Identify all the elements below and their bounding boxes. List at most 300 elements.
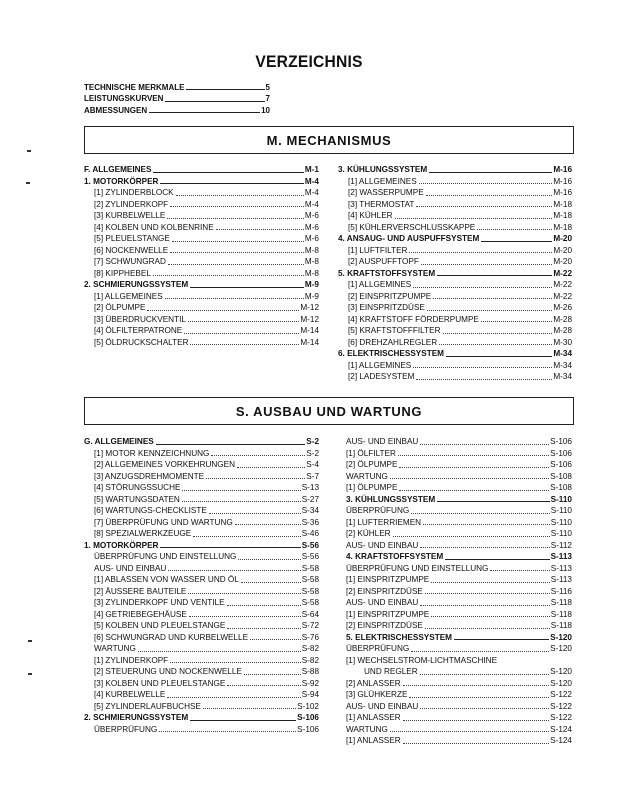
entry-page: S-72 <box>301 621 319 630</box>
leader-line <box>147 310 299 311</box>
leader-line <box>445 559 549 560</box>
entry-label: 6. ELEKTRISCHESSYSTEM <box>338 349 445 358</box>
entry-label: [2] WASSERPUMPE <box>348 188 424 197</box>
toc-entry[interactable] <box>84 105 270 116</box>
entry-page: M-30 <box>553 337 572 347</box>
leader-line <box>403 685 550 686</box>
toc-entry[interactable] <box>84 459 319 471</box>
leader-line <box>416 379 552 380</box>
toc-entry[interactable] <box>84 505 319 517</box>
entry-label: [1] WECHSELSTROM-LICHTMASCHINE <box>346 655 498 665</box>
entry-label: [4] KOLBEN UND KOLBENRINE <box>94 222 214 232</box>
entry-page: S-120 <box>550 667 572 676</box>
toc-entry[interactable] <box>84 528 319 540</box>
leader-line <box>250 639 301 640</box>
entry-label: [5] KÜHLERVERSCHLUSSKAPPE <box>348 222 476 232</box>
leader-line <box>427 310 552 311</box>
toc-entry[interactable] <box>84 187 319 199</box>
toc-entry[interactable] <box>84 655 319 667</box>
leader-line <box>411 513 550 514</box>
toc-entry[interactable] <box>346 632 572 644</box>
toc-entry[interactable] <box>84 620 319 632</box>
leader-line <box>167 697 300 698</box>
leader-line <box>420 708 549 709</box>
entry-page: M-14 <box>300 326 319 335</box>
toc-entry[interactable] <box>84 448 319 460</box>
leader-line <box>237 467 305 468</box>
entry-page: S-106 <box>550 437 572 446</box>
leader-line <box>176 195 304 196</box>
toc-entry[interactable] <box>84 291 319 303</box>
toc-entry[interactable] <box>346 586 572 598</box>
entry-page: M-6 <box>304 211 319 220</box>
entry-label: [1] ALLGEMEINES <box>94 291 163 301</box>
entry-label: [1] ABLASSEN VON WASSER UND ÖL <box>94 575 239 584</box>
toc-entry[interactable] <box>84 482 319 494</box>
entry-page: S-110 <box>550 529 572 538</box>
entry-page: M-28 <box>553 314 572 324</box>
toc-entry[interactable] <box>338 222 572 234</box>
entry-page: S-46 <box>301 529 319 538</box>
toc-entry[interactable] <box>338 256 572 268</box>
leader-line <box>403 743 550 744</box>
toc-entry[interactable] <box>84 712 319 724</box>
toc-entry[interactable] <box>346 528 572 540</box>
entry-label: G. ALLGEMEINES <box>84 437 154 446</box>
entry-page: S-108 <box>550 483 572 492</box>
entry-label: TECHNISCHE MERKMALE <box>84 83 185 92</box>
toc-entry[interactable] <box>84 643 319 655</box>
scan-mark <box>27 150 31 152</box>
toc-entry[interactable] <box>84 325 319 337</box>
entry-label: 1. MOTORKÖRPER <box>84 540 159 550</box>
section-s-right-column <box>346 436 572 747</box>
toc-entry[interactable] <box>338 314 572 326</box>
entry-page: M-12 <box>300 314 319 324</box>
toc-entry[interactable] <box>84 724 319 736</box>
entry-label: [4] KÜHLER <box>348 211 393 220</box>
toc-entry[interactable] <box>84 210 319 222</box>
toc-entry[interactable] <box>346 620 572 632</box>
entry-page: S-118 <box>550 598 572 607</box>
toc-entry[interactable] <box>84 268 319 280</box>
entry-label: [2] STEUERUNG UND NOCKENWELLE <box>94 667 242 676</box>
toc-entry[interactable] <box>338 268 572 280</box>
entry-label: ÜBERPRÜFUNG <box>346 506 410 515</box>
entry-label: ÜBERPRÜFUNG UND EINSTELLUNG <box>94 552 237 561</box>
toc-entry[interactable] <box>84 93 270 104</box>
entry-page: M-12 <box>300 303 319 312</box>
leader-line <box>184 333 299 334</box>
toc-entry[interactable] <box>84 199 319 211</box>
leader-line <box>167 218 304 219</box>
leader-line <box>420 605 549 606</box>
entry-page: S-113 <box>550 552 572 561</box>
toc-entry[interactable] <box>346 436 572 448</box>
leader-line <box>409 252 552 253</box>
entry-page: S-13 <box>301 483 319 492</box>
toc-entry[interactable] <box>84 314 319 326</box>
leader-line <box>477 229 552 230</box>
entry-label: WARTUNG <box>346 724 388 734</box>
entry-page: M-9 <box>304 291 319 301</box>
leader-line <box>156 444 306 445</box>
leader-line <box>203 708 296 709</box>
entry-page: M-34 <box>553 372 572 381</box>
toc-entry[interactable] <box>346 459 572 471</box>
leader-line <box>153 275 304 276</box>
scan-mark <box>28 640 32 642</box>
leader-line <box>182 501 301 502</box>
entry-label: [2] ZYLINDERKOPF <box>94 199 169 209</box>
section-m-right-column <box>338 164 572 383</box>
entry-page: S-106 <box>297 713 319 722</box>
entry-page: M-1 <box>304 165 319 174</box>
leader-line <box>238 559 300 560</box>
leader-line <box>153 172 303 173</box>
leader-line <box>419 183 553 184</box>
leader-line <box>416 206 552 207</box>
leader-line <box>413 287 552 288</box>
toc-entry[interactable] <box>84 540 319 552</box>
leader-line <box>409 697 549 698</box>
entry-label: [5] ÖLDRUCKSCHALTER <box>94 337 189 347</box>
leader-line <box>390 478 549 479</box>
toc-entry[interactable] <box>338 187 572 199</box>
entry-page: S-120 <box>550 632 572 642</box>
entry-page: M-18 <box>553 199 572 209</box>
entry-page: S-2 <box>306 437 319 446</box>
toc-entry[interactable] <box>84 176 319 188</box>
leader-line <box>188 321 299 322</box>
entry-label: [3] KOLBEN UND PLEUELSTANGE <box>94 678 226 688</box>
leader-line <box>168 570 300 571</box>
toc-entry[interactable] <box>338 360 572 372</box>
entry-page: S-58 <box>301 598 319 607</box>
entry-page: 10 <box>261 105 270 115</box>
entry-page: S-116 <box>550 586 572 596</box>
leader-line <box>211 455 305 456</box>
leader-line <box>186 89 264 90</box>
toc-entry[interactable] <box>84 597 319 609</box>
entry-label: [1] ÖLFILTER <box>346 448 396 458</box>
entry-label: [1] LUFTERRIEMEN <box>346 517 422 527</box>
entry-page: S-122 <box>550 701 572 711</box>
entry-label: [3] THERMOSTAT <box>348 199 415 209</box>
entry-page: S-106 <box>297 724 319 734</box>
leader-line <box>481 241 552 242</box>
leader-line <box>190 287 304 288</box>
leader-line <box>420 547 549 548</box>
toc-entry[interactable] <box>346 655 572 667</box>
toc-entry[interactable] <box>84 563 319 575</box>
toc-entry[interactable] <box>338 245 572 257</box>
entry-page: S-58 <box>301 586 319 596</box>
entry-label: [2] ÖLPUMPE <box>346 460 398 469</box>
entry-label: AUS- UND EINBAU <box>346 540 419 550</box>
entry-label: [2] EINSPRITZDÜSE <box>346 621 423 630</box>
entry-page: S-58 <box>301 563 319 573</box>
entry-page: S-4 <box>306 460 319 469</box>
entry-page: S-120 <box>550 644 572 653</box>
entry-page: M-9 <box>304 280 319 289</box>
toc-entry[interactable] <box>346 574 572 586</box>
entry-label: [8] KIPPHEBEL <box>94 268 151 278</box>
entry-label: 3. KÜHLUNGSSYSTEM <box>346 494 436 504</box>
entry-label: AUS- UND EINBAU <box>346 701 419 711</box>
toc-entry[interactable] <box>84 245 319 257</box>
entry-label: [6] NOCKENWELLE <box>94 245 169 255</box>
toc-entry[interactable] <box>84 678 319 690</box>
entry-page: M-4 <box>304 188 319 197</box>
entry-label: WARTUNG <box>94 644 136 653</box>
toc-entry[interactable] <box>84 471 319 483</box>
toc-entry[interactable] <box>84 632 319 644</box>
entry-label: [3] KURBELWELLE <box>94 211 166 220</box>
entry-label: 2. SCHMIERUNGSSYSTEM <box>84 713 189 722</box>
entry-label: [2] ÖLPUMPE <box>94 303 146 312</box>
leader-line <box>244 674 301 675</box>
toc-entry[interactable] <box>338 210 572 222</box>
entry-page: S-102 <box>297 701 319 711</box>
toc-entry[interactable] <box>346 448 572 460</box>
section-s-left-column <box>84 436 319 735</box>
toc-entry[interactable] <box>84 436 319 448</box>
toc-entry[interactable] <box>84 609 319 621</box>
section-m-heading: M. MECHANISMUS <box>84 126 574 154</box>
entry-page: S-94 <box>301 690 319 699</box>
entry-label: [1] ANLASSER <box>346 736 401 745</box>
entry-label: [7] ÜBERPRÜFUNG UND WARTUNG <box>94 517 233 527</box>
toc-entry[interactable] <box>346 551 572 563</box>
toc-entry[interactable] <box>84 279 319 291</box>
toc-entry[interactable] <box>338 291 572 303</box>
leader-line <box>168 264 304 265</box>
leader-line <box>433 298 552 299</box>
toc-entry[interactable] <box>338 233 572 245</box>
entry-page: S-82 <box>301 644 319 653</box>
entry-page: S-110 <box>550 494 572 504</box>
toc-entry[interactable] <box>338 164 572 176</box>
toc-entry[interactable] <box>84 666 319 678</box>
entry-page: S-106 <box>550 460 572 469</box>
entry-label: [5] ZYLINDERLAUFBUCHSE <box>94 701 201 711</box>
entry-page: S-27 <box>301 494 319 504</box>
leader-line <box>413 367 552 368</box>
toc-entry[interactable] <box>84 494 319 506</box>
toc-entry[interactable] <box>84 517 319 529</box>
toc-entry[interactable] <box>84 689 319 701</box>
entry-label: [1] ALLGEMEINES <box>348 176 417 186</box>
leader-line <box>425 593 550 594</box>
toc-entry[interactable] <box>346 712 572 724</box>
entry-page: M-18 <box>553 222 572 232</box>
entry-label: ABMESSUNGEN <box>84 105 148 115</box>
entry-label: [4] ÖLFILTERPATRONE <box>94 326 183 335</box>
leader-line <box>399 467 549 468</box>
entry-page: S-7 <box>306 471 319 481</box>
entry-label: 3. KÜHLUNGSSYSTEM <box>338 165 428 174</box>
toc-entry[interactable] <box>346 609 572 621</box>
entry-label: [1] ZYLINDERKOPF <box>94 655 169 665</box>
leader-line <box>160 547 300 548</box>
leader-line <box>227 685 300 686</box>
entry-page: S-34 <box>301 506 319 515</box>
toc-entry[interactable] <box>346 597 572 609</box>
toc-entry[interactable] <box>338 325 572 337</box>
leader-line <box>188 593 300 594</box>
entry-page: M-8 <box>304 245 319 255</box>
entry-label: AUS- UND EINBAU <box>346 437 419 446</box>
toc-entry[interactable] <box>338 176 572 188</box>
entry-label: 5. ELEKTRISCHESSYSTEM <box>346 632 453 642</box>
entry-label: [7] SCHWUNGRAD <box>94 257 166 266</box>
leader-line <box>227 628 300 629</box>
entry-label: [5] KOLBEN UND PLEUELSTANGE <box>94 621 226 630</box>
toc-entry[interactable] <box>346 482 572 494</box>
scan-mark <box>28 673 32 675</box>
toc-entry[interactable] <box>84 302 319 314</box>
leader-line <box>420 674 549 675</box>
entry-page: M-14 <box>300 337 319 347</box>
entry-page: M-4 <box>304 176 319 186</box>
entry-label: [1] ANLASSER <box>346 713 401 722</box>
leader-line <box>425 628 550 629</box>
toc-entry[interactable] <box>84 233 319 245</box>
entry-page: S-118 <box>550 621 572 630</box>
entry-page: S-106 <box>550 448 572 458</box>
leader-line <box>411 651 549 652</box>
toc-entry[interactable] <box>84 82 270 93</box>
entry-page: 7 <box>265 94 270 104</box>
entry-label: AUS- UND EINBAU <box>94 563 167 573</box>
entry-page: S-76 <box>301 632 319 642</box>
leader-line <box>189 616 301 617</box>
toc-entry[interactable] <box>84 222 319 234</box>
entry-label: [1] ALLGEMINES <box>348 360 412 370</box>
entry-page: S-124 <box>550 724 572 734</box>
entry-label: 4. ANSAUG- UND AUSPUFFSYSTEM <box>338 234 480 243</box>
entry-label: UND REGLER <box>364 667 418 676</box>
leader-line <box>149 112 260 113</box>
leader-line <box>216 229 304 230</box>
toc-entry[interactable] <box>338 199 572 211</box>
entry-page: 5 <box>265 83 270 92</box>
toc-entry[interactable] <box>346 540 572 552</box>
leader-line <box>172 241 304 242</box>
toc-entry[interactable] <box>346 666 572 678</box>
toc-entry[interactable] <box>84 574 319 586</box>
entry-page: M-8 <box>304 268 319 278</box>
toc-entry[interactable] <box>346 494 572 506</box>
entry-page: S-122 <box>550 690 572 699</box>
entry-label: 1. MOTORKÖRPER <box>84 176 159 186</box>
toc-entry[interactable] <box>84 164 319 176</box>
entry-page: M-16 <box>553 188 572 197</box>
toc-entry[interactable] <box>84 551 319 563</box>
entry-page: S-113 <box>550 563 572 573</box>
toc-entry[interactable] <box>346 517 572 529</box>
entry-page: M-16 <box>553 176 572 186</box>
entry-page: S-58 <box>301 575 319 584</box>
toc-entry[interactable] <box>346 563 572 575</box>
toc-entry[interactable] <box>346 689 572 701</box>
leader-line <box>439 344 552 345</box>
toc-entry[interactable] <box>338 302 572 314</box>
entry-label: 5. KRAFTSTOFFSYSTEM <box>338 268 436 278</box>
leader-line <box>395 218 553 219</box>
leader-line <box>490 570 549 571</box>
entry-page: M-8 <box>304 257 319 266</box>
leader-line <box>437 275 552 276</box>
leader-line <box>481 321 552 322</box>
toc-entry[interactable] <box>346 471 572 483</box>
toc-entry[interactable] <box>346 724 572 736</box>
entry-label: [3] GLÜHKERZE <box>346 690 408 699</box>
toc-entry[interactable] <box>84 256 319 268</box>
toc-entry[interactable] <box>84 701 319 713</box>
toc-entry[interactable] <box>338 337 572 349</box>
entry-label: [2] KÜHLER <box>346 529 391 538</box>
toc-entry[interactable] <box>84 337 319 349</box>
entry-label: [8] SPEZIALWERKZEUGE <box>94 529 192 538</box>
entry-page: S-112 <box>550 540 572 550</box>
entry-page: M-18 <box>553 211 572 220</box>
entry-label: [1] ALLGEMINES <box>348 280 412 289</box>
entry-label: [3] ZYLINDERKOPF UND VENTILE <box>94 598 225 607</box>
entry-page: S-113 <box>550 575 572 584</box>
leader-line <box>398 455 549 456</box>
toc-entry[interactable] <box>346 643 572 655</box>
leader-line <box>170 252 304 253</box>
leader-line <box>193 536 300 537</box>
entry-label: [3] ANZUGSDREHMOMENTE <box>94 471 205 481</box>
entry-page: S-108 <box>550 471 572 481</box>
leader-line <box>160 183 303 184</box>
entry-label: [2] AUSPUFFTOPF <box>348 257 419 266</box>
toc-entry[interactable] <box>84 586 319 598</box>
entry-page: M-6 <box>304 222 319 232</box>
toc-entry[interactable] <box>338 279 572 291</box>
leader-line <box>206 478 305 479</box>
entry-label: [6] WARTUNGS-CHECKLISTE <box>94 506 207 515</box>
entry-page: S-110 <box>550 517 572 527</box>
leader-line <box>182 490 300 491</box>
entry-page: S-64 <box>301 609 319 619</box>
entry-label: [2] LADESYSTEM <box>348 372 415 381</box>
toc-entry[interactable] <box>338 371 572 383</box>
leader-line <box>190 720 296 721</box>
entry-label: [6] SCHWUNGRAD UND KURBELWELLE <box>94 632 249 642</box>
leader-line <box>165 298 304 299</box>
entry-page: S-92 <box>301 678 319 688</box>
toc-entry[interactable] <box>346 505 572 517</box>
entry-page: M-34 <box>553 349 572 358</box>
entry-page: M-16 <box>553 165 572 174</box>
leader-line <box>420 444 549 445</box>
toc-entry[interactable] <box>338 348 572 360</box>
toc-entry[interactable] <box>346 735 572 747</box>
entry-page: M-22 <box>553 268 572 278</box>
entry-page: S-120 <box>550 678 572 688</box>
entry-page: M-28 <box>553 326 572 335</box>
leader-line <box>431 582 549 583</box>
intro-list <box>84 82 270 116</box>
toc-entry[interactable] <box>346 701 572 713</box>
toc-entry[interactable] <box>346 678 572 690</box>
entry-label: ÜBERPRÜFUNG <box>94 724 158 734</box>
leader-line <box>399 490 549 491</box>
